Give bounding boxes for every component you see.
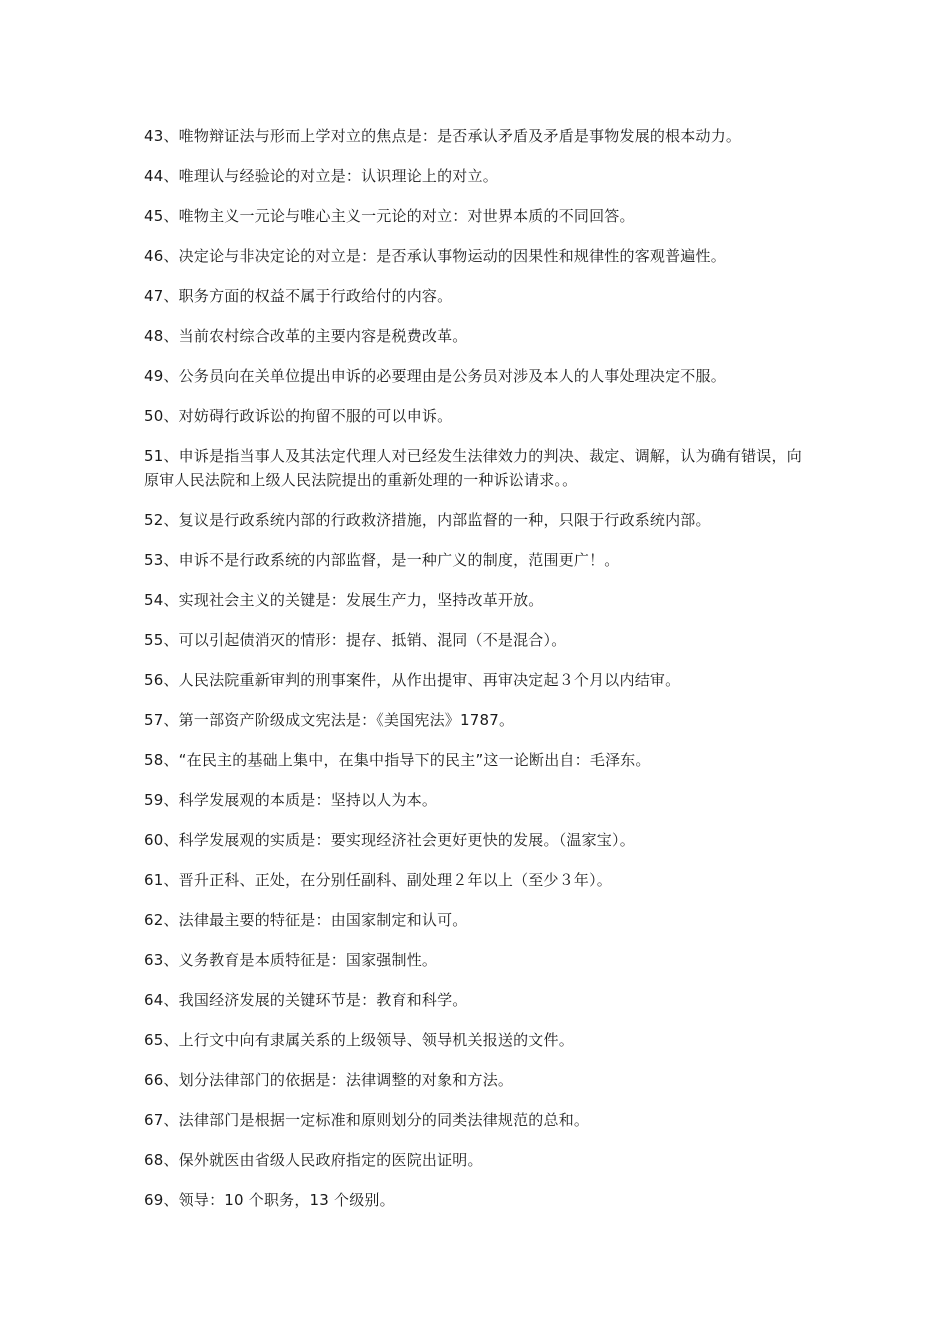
list-item: 49、公务员向在关单位提出申诉的必要理由是公务员对涉及本人的人事处理决定不服。 (144, 367, 726, 385)
list-item: 60、科学发展观的实质是：要实现经济社会更好更快的发展。（温家宝）。 (144, 831, 635, 849)
list-item: 48、当前农村综合改革的主要内容是税费改革。 (144, 327, 468, 345)
list-item: 59、科学发展观的本质是：坚持以人为本。 (144, 791, 438, 809)
list-item: 53、申诉不是行政系统的内部监督，是一种广义的制度，范围更广！。 (144, 551, 620, 569)
list-item: 46、决定论与非决定论的对立是：是否承认事物运动的因果性和规律性的客观普遍性。 (144, 247, 726, 265)
list-item: 44、唯理认与经验论的对立是：认识理论上的对立。 (144, 167, 498, 185)
document-body (144, 124, 812, 1228)
list-item: 47、职务方面的权益不属于行政给付的内容。 (144, 287, 453, 305)
list-item: 63、义务教育是本质特征是：国家强制性。 (144, 951, 438, 969)
list-item: 50、对妨碍行政诉讼的拘留不服的可以申诉。 (144, 407, 453, 425)
list-item: 45、唯物主义一元论与唯心主义一元论的对立：对世界本质的不同回答。 (144, 207, 635, 225)
list-item: 43、唯物辩证法与形而上学对立的焦点是：是否承认矛盾及矛盾是事物发展的根本动力。 (144, 127, 742, 145)
list-item: 61、晋升正科、正处，在分别任副科、副处理２年以上（至少３年）。 (144, 871, 612, 889)
list-item: 57、第一部资产阶级成文宪法是：《美国宪法》1787。 (144, 711, 515, 729)
list-item: 51、申诉是指当事人及其法定代理人对已经发生法律效力的判决、裁定、调解，认为确有错误，向原审人民法院和上级人民法院提出的重新处理的一种诉讼请求。。 (144, 447, 802, 489)
list-item: 65、上行文中向有隶属关系的上级领导、领导机关报送的文件。 (144, 1031, 574, 1049)
list-item: 55、可以引起债消灭的情形：提存、抵销、混同（不是混合）。 (144, 631, 567, 649)
list-item: 58、“在民主的基础上集中，在集中指导下的民主”这一论断出自：毛泽东。 (144, 751, 651, 769)
list-item: 56、人民法院重新审判的刑事案件，从作出提审、再审决定起３个月以内结审。 (144, 671, 681, 689)
list-item: 69、领导：10 个职务，13 个级别。 (144, 1191, 395, 1209)
list-item: 68、保外就医由省级人民政府指定的医院出证明。 (144, 1151, 483, 1169)
list-item: 64、我国经济发展的关键环节是：教育和科学。 (144, 991, 468, 1009)
list-item: 54、实现社会主义的关键是：发展生产力，坚持改革开放。 (144, 591, 544, 609)
list-item: 52、复议是行政系统内部的行政救济措施，内部监督的一种，只限于行政系统内部。 (144, 511, 711, 529)
list-item: 66、划分法律部门的依据是：法律调整的对象和方法。 (144, 1071, 514, 1089)
list-item: 67、法律部门是根据一定标准和原则划分的同类法律规范的总和。 (144, 1111, 590, 1129)
list-item: 62、法律最主要的特征是：由国家制定和认可。 (144, 911, 468, 929)
